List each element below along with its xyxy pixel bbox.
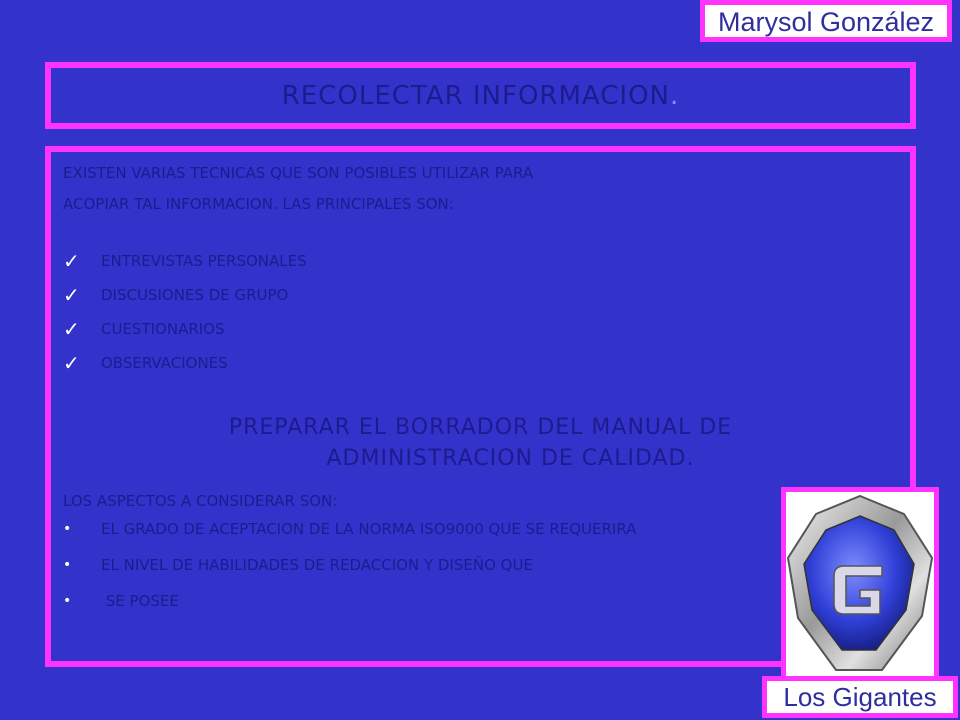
subtitle-line-1: PREPARAR EL BORRADOR DEL MANUAL DE (228, 415, 733, 440)
bullet-icon: • (63, 557, 72, 573)
techniques-list (63, 244, 307, 380)
list-item (63, 244, 307, 278)
logo-panel (781, 487, 939, 683)
checkmark-icon: ✓ (63, 351, 80, 375)
aspect-label: EL GRADO DE ACEPTACION DE LA NORMA ISO9000 QUE SE REQUERIRA (101, 520, 637, 538)
footer-label: Los Gigantes (762, 676, 958, 718)
technique-label: OBSERVACIONES (101, 354, 228, 372)
list-item (63, 346, 307, 380)
list-item (63, 554, 783, 576)
intro-line-1: EXISTEN VARIAS TECNICAS QUE SON POSIBLES UTILIZAR PARA (63, 164, 534, 182)
section-subtitle (51, 412, 910, 474)
list-item (63, 518, 783, 540)
slide-title-period: . (670, 80, 680, 111)
intro-line-2: ACOPIAR TAL INFORMACION. LAS PRINCIPALES SON: (63, 195, 454, 213)
bullet-icon: • (63, 521, 72, 537)
bullet-icon: • (63, 593, 72, 609)
author-label: Marysol González (700, 0, 952, 42)
aspects-heading: LOS ASPECTOS A CONSIDERAR SON: (63, 492, 338, 510)
technique-label: DISCUSIONES DE GRUPO (101, 286, 289, 304)
aspects-list (63, 518, 783, 626)
aspect-label: SE POSEE (101, 592, 179, 610)
checkmark-icon: ✓ (63, 249, 80, 273)
aspect-label: EL NIVEL DE HABILIDADES DE REDACCION Y DISEÑO QUE (101, 556, 533, 574)
slide-title-text: RECOLECTAR INFORMACION (281, 80, 670, 111)
slide-title (45, 62, 916, 129)
intro-text (63, 158, 533, 220)
subtitle-line-2: ADMINISTRACION DE CALIDAD. (326, 446, 695, 471)
list-item (63, 278, 307, 312)
shield-logo-icon (786, 492, 934, 678)
list-item (63, 590, 783, 612)
checkmark-icon: ✓ (63, 317, 80, 341)
technique-label: ENTREVISTAS PERSONALES (101, 252, 307, 270)
list-item (63, 312, 307, 346)
checkmark-icon: ✓ (63, 283, 80, 307)
technique-label: CUESTIONARIOS (101, 320, 225, 338)
